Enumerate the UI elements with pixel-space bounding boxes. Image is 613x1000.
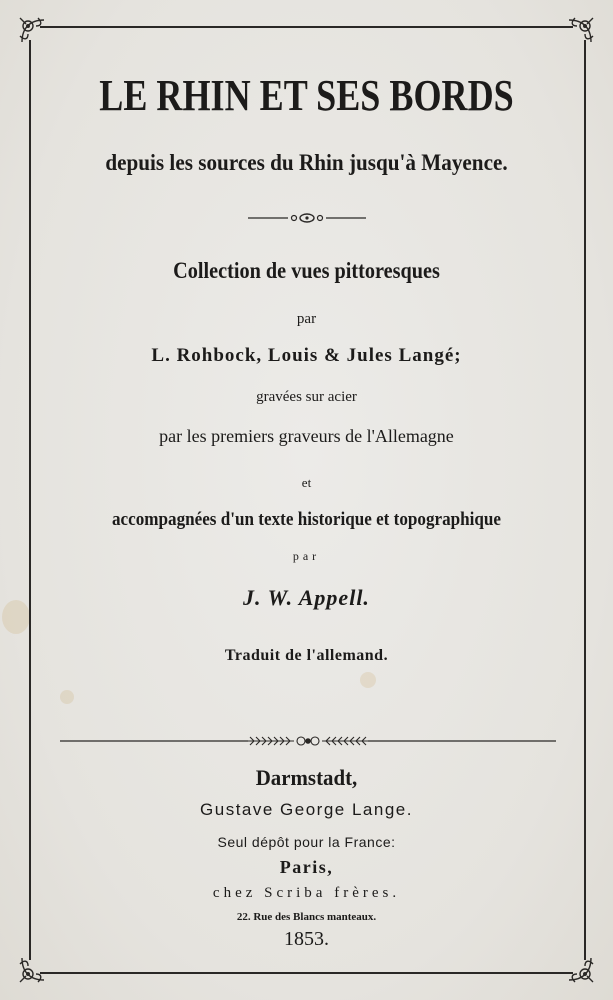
corner-ornament-top-right <box>563 14 597 48</box>
paris-address: 22. Rue des Blancs manteaux. <box>236 911 377 923</box>
par-word: par <box>292 549 321 563</box>
et-word: et <box>301 475 312 490</box>
frame-left-line <box>29 40 31 960</box>
foxing-stain <box>360 672 376 688</box>
france-depot-note: Seul dépôt pour la France: <box>217 834 396 850</box>
engraving-note: gravées sur acier <box>256 389 357 405</box>
authors: L. Rohbock, Louis & Jules Langé; <box>151 345 462 366</box>
frame-bottom-line <box>40 972 573 974</box>
city: Darmstadt, <box>255 765 358 790</box>
frame-right-line <box>584 40 586 960</box>
divider-ornament-small <box>246 211 368 225</box>
text-note: accompagnées d'un texte historique et topographique <box>111 509 502 530</box>
par-word: par <box>296 311 317 327</box>
collection-heading: Collection de vues pittoresques <box>173 258 440 283</box>
text-author: J. W. Appell. <box>243 585 370 610</box>
corner-ornament-bottom-right <box>563 952 597 986</box>
subtitle: depuis les sources du Rhin jusqu'à Mayence. <box>105 150 508 175</box>
translation-note: Traduit de l'allemand. <box>224 647 389 664</box>
corner-ornament-bottom-left <box>16 952 50 986</box>
engravers-note: par les premiers graveurs de l'Allemagne <box>159 426 454 446</box>
foxing-stain <box>60 690 74 704</box>
corner-ornament-top-left <box>16 14 50 48</box>
publication-year: 1853. <box>284 928 329 950</box>
publisher: Gustave George Lange. <box>200 800 413 819</box>
paris-city: Paris, <box>279 857 334 877</box>
divider-ornament-large <box>58 731 558 751</box>
paris-publisher: chez Scriba frères. <box>212 885 401 901</box>
frame-top-line <box>40 26 573 28</box>
page-title: LE RHIN ET SES BORDS <box>99 71 514 120</box>
